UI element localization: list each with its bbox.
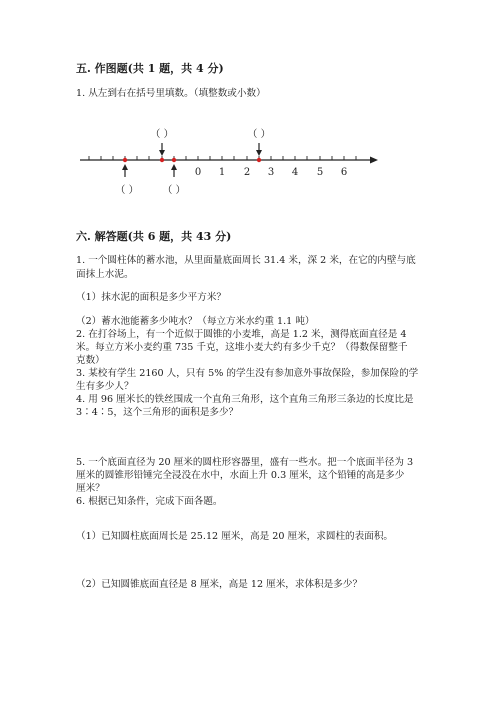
q1-part-a: （1）抹水泥的面积是多少平方米？ — [76, 292, 227, 303]
section-6-title: 六. 解答题(共 6 题，共 43 分) — [76, 230, 232, 243]
q2-line1: 2. 在打谷场上，有一个近似于圆锥的小麦堆，高是 1.2 米，测得底面直径是 4 — [76, 329, 407, 340]
tick-label-4: 4 — [291, 167, 299, 178]
tick-label-1: 1 — [218, 167, 226, 178]
q1-part-b: （2）蓄水池能蓄多少吨水？（每立方米水约重 1.1 吨） — [76, 316, 315, 327]
section-5-title: 五. 作图题(共 1 题，共 4 分) — [76, 62, 224, 75]
q3-line2: 生有多少人？ — [76, 381, 134, 392]
q6-part-b: （2）已知圆锥底面直径是 8 厘米，高是 12 厘米，求体积是多少？ — [76, 579, 363, 590]
q4-line2: 3∶4∶5，这个三角形的面积是多少？ — [76, 407, 239, 418]
down-arrowhead-b — [159, 150, 165, 156]
answer-blank-c[interactable]: （ ） — [162, 185, 186, 196]
down-arrowhead-d — [256, 150, 262, 156]
q2-line2: 米。每立方米小麦约重 735 千克，这堆小麦大约有多少千克？（得数保留整千 — [76, 342, 408, 353]
answer-blank-a[interactable]: （ ） — [115, 185, 139, 196]
q3-line1: 3. 某校有学生 2160 人，只有 5% 的学生没有参加意外事故保险，参加保险的学 — [76, 368, 419, 379]
number-line-arrowhead — [370, 157, 378, 164]
q1-line2: 面抹上水泥。 — [76, 269, 134, 280]
q6-intro: 6. 根据已知条件，完成下面各题。 — [76, 496, 223, 507]
answer-blank-d[interactable]: （ ） — [247, 129, 271, 140]
point-c — [172, 158, 176, 162]
point-d — [257, 158, 261, 162]
answer-blank-b[interactable]: （ ） — [150, 129, 174, 140]
q5-line3: 厘米？ — [76, 483, 105, 494]
number-line-figure — [0, 0, 500, 210]
point-b — [160, 158, 164, 162]
tick-label-3: 3 — [267, 167, 275, 178]
tick-label-0: 0 — [194, 167, 202, 178]
q5-line2: 厘米的圆锥形铅锤完全浸没在水中，水面上升 0.3 厘米，这个铅锤的高是多少 — [76, 470, 405, 481]
s5-question-1: 1. 从左到右在括号里填数。（填整数或小数） — [76, 88, 266, 99]
up-arrowhead-a — [122, 164, 128, 170]
tick-label-2: 2 — [243, 167, 251, 178]
point-a — [123, 158, 127, 162]
up-arrowhead-c — [171, 164, 177, 170]
q6-part-a: （1）已知圆柱底面周长是 25.12 厘米，高是 20 厘米，求圆柱的表面积。 — [76, 531, 394, 542]
tick-label-5: 5 — [316, 167, 324, 178]
q1-line1: 1. 一个圆柱体的蓄水池，从里面量底面周长 31.4 米，深 2 米，在它的内壁与底 — [76, 255, 416, 266]
q4-line1: 4. 用 96 厘米长的铁丝围成一个直角三角形，这个直角三角形三条边的长度比是 — [76, 394, 414, 405]
q5-line1: 5. 一个底面直径为 20 厘米的圆柱形容器里，盛有一些水。把一个底面半径为 3 — [76, 457, 414, 468]
q2-line3: 克数） — [76, 355, 105, 366]
tick-label-6: 6 — [340, 167, 348, 178]
